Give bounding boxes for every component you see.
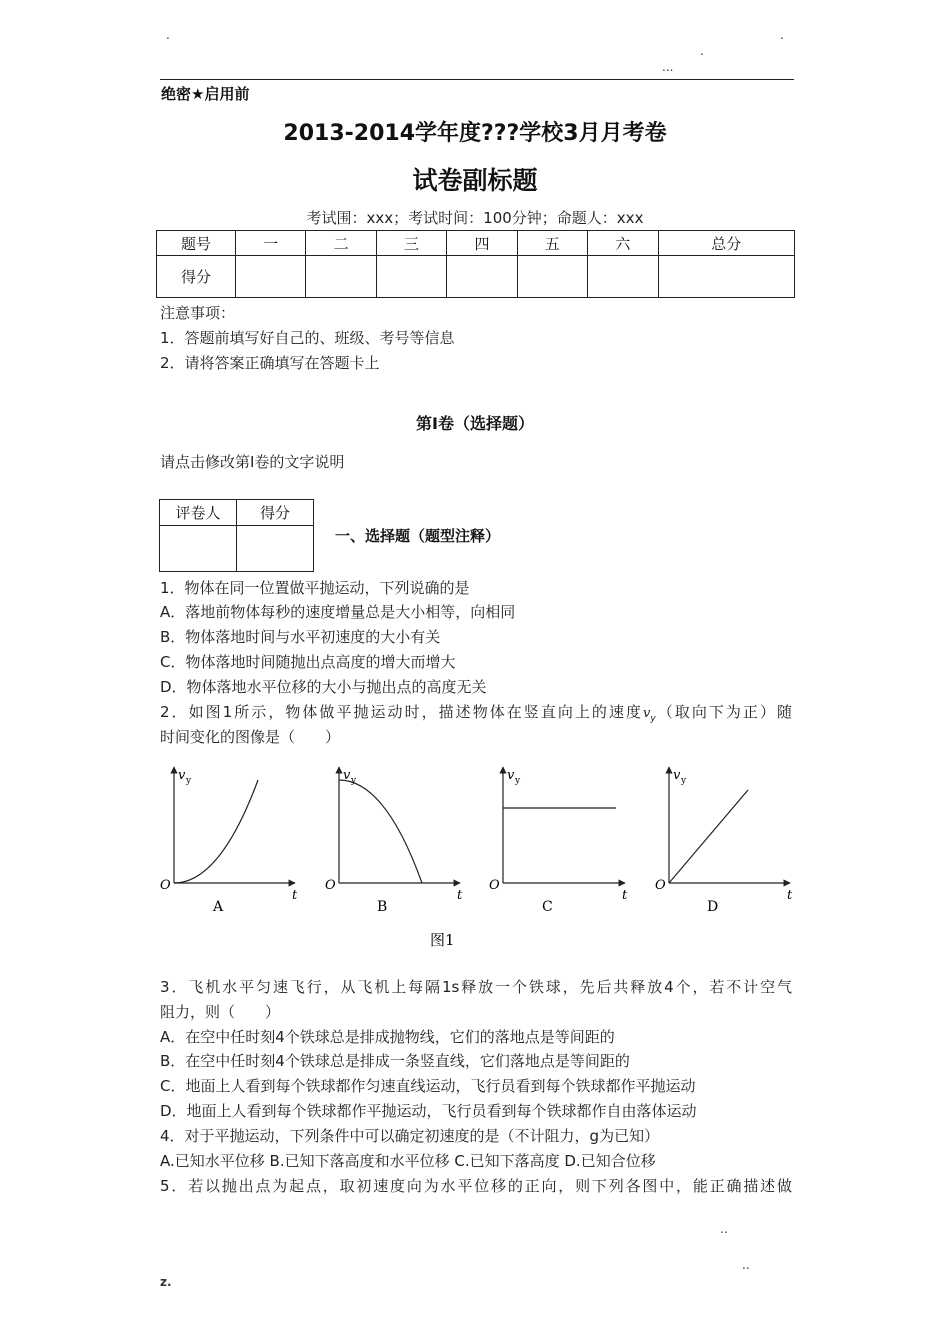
footer-dots: ..	[720, 1222, 728, 1236]
q3-option[interactable]: D．地面上人看到每个铁球都作平抛运动，飞行员看到每个铁球都作自由落体运动	[160, 1102, 697, 1120]
q3-option[interactable]: C．地面上人看到每个铁球都作匀速直线运动，飞行员看到每个铁球都作平抛运动	[160, 1077, 696, 1095]
score-table	[156, 230, 795, 298]
q2-var-sub: y	[650, 714, 656, 724]
figure-panel-d	[655, 767, 793, 915]
grader-table	[159, 499, 314, 572]
note-item: 1．答题前填写好自己的、班级、考号等信息	[160, 329, 455, 347]
score-cell: 四	[447, 231, 517, 256]
origin-label: O	[160, 878, 171, 893]
note-item: 2．请将答案正确填写在答题卡上	[160, 354, 380, 372]
line-linear	[669, 790, 748, 883]
y-axis-label: v	[507, 768, 515, 783]
section-title: 第I卷（选择题）	[416, 414, 534, 433]
grader-input-cell[interactable]	[160, 526, 237, 572]
score-cell: 二	[306, 231, 376, 256]
q4-stem: 4．对于平抛运动，下列条件中可以确定初速度的是（不计阻力，g为已知）	[160, 1127, 660, 1145]
stray-dot: .	[700, 44, 704, 58]
y-axis-label: v	[343, 768, 351, 783]
section-description[interactable]: 请点击修改第I卷的文字说明	[160, 453, 345, 471]
figure-panel-b	[325, 767, 463, 915]
q4-options[interactable]: A.已知水平位移 B.已知下落高度和水平位移 C.已知下落高度 D.已知合位移	[160, 1152, 656, 1170]
panel-label: D	[707, 899, 719, 915]
q1-option[interactable]: D．物体落地水平位移的大小与抛出点的高度无关	[160, 678, 487, 696]
score-input-cell[interactable]	[306, 256, 376, 298]
exam-subtitle: 试卷副标题	[412, 166, 538, 195]
score-row-label: 得分	[157, 256, 236, 298]
y-axis-label-sub: y	[186, 776, 192, 786]
q3-stem-line1: 3．飞机水平匀速飞行，从飞机上每隔1s释放一个铁球，先后共释放4个，若不计空气	[160, 978, 792, 996]
secret-label: 绝密★启用前	[161, 85, 250, 103]
y-axis-label-sub: y	[351, 776, 357, 786]
footer-dots: ..	[742, 1258, 750, 1272]
score-cell: 三	[376, 231, 446, 256]
score-input-cell[interactable]	[236, 256, 306, 298]
stray-dot: .	[166, 28, 170, 42]
panel-label: B	[377, 899, 388, 915]
q3-option[interactable]: A．在空中任时刻4个铁球总是排成抛物线，它们的落地点是等间距的	[160, 1028, 615, 1046]
figure-caption: 图1	[430, 931, 455, 949]
q1-option[interactable]: A．落地前物体每秒的速度增量总是大小相等，向相同	[160, 603, 516, 621]
figure-panel-a	[160, 767, 298, 915]
score-cell: 一	[236, 231, 306, 256]
header-ellipsis: ...	[662, 60, 674, 74]
score-cell: 六	[588, 231, 658, 256]
x-axis-label: t	[457, 888, 463, 903]
notes-title: 注意事项：	[160, 304, 236, 322]
origin-label: O	[325, 878, 336, 893]
score-table-score-row	[157, 256, 795, 298]
score-input-cell[interactable]	[447, 256, 517, 298]
x-axis-label: t	[622, 888, 628, 903]
q2-var: v	[643, 706, 651, 721]
footer-mark: z.	[160, 1275, 172, 1289]
curve-parabola-down	[339, 780, 422, 883]
q2-stem-line1	[160, 701, 792, 724]
y-axis-label-sub: y	[515, 776, 521, 786]
q1-stem: 1．物体在同一位置做平抛运动，下列说确的是	[160, 579, 470, 597]
origin-label: O	[655, 878, 666, 893]
figure-1	[150, 755, 800, 955]
grader-header: 评卷人	[160, 500, 237, 526]
score-table-header-row	[157, 231, 795, 256]
exam-title: 2013-2014学年度???学校3月月考卷	[283, 121, 667, 146]
score-input-cell[interactable]	[517, 256, 587, 298]
q2-stem-part: 2．如图1所示，物体做平抛运动时，描述物体在竖直向上的速度	[160, 703, 644, 721]
score-input-cell[interactable]	[376, 256, 446, 298]
x-axis-label: t	[292, 888, 298, 903]
score-cell: 五	[517, 231, 587, 256]
y-axis-label: v	[673, 768, 681, 783]
figure-panel-c	[489, 767, 628, 915]
grader-input-cell[interactable]	[237, 526, 314, 572]
score-cell: 题号	[157, 231, 236, 256]
question-type-title: 一、选择题（题型注释）	[335, 527, 501, 545]
score-cell: 总分	[658, 231, 794, 256]
y-axis-label-sub: y	[681, 776, 687, 786]
grader-header: 得分	[237, 500, 314, 526]
q1-option[interactable]: B．物体落地时间与水平初速度的大小有关	[160, 628, 441, 646]
stray-dot: .	[780, 28, 784, 42]
origin-label: O	[489, 878, 500, 893]
curve-parabola-up	[174, 780, 258, 883]
header-rule	[160, 79, 794, 80]
x-axis-label: t	[787, 888, 793, 903]
q3-option[interactable]: B．在空中任时刻4个铁球总是排成一条竖直线，它们落地点是等间距的	[160, 1052, 630, 1070]
exam-info: 考试围：xxx；考试时间：100分钟；命题人：xxx	[306, 209, 644, 227]
panel-label: C	[542, 899, 553, 915]
q3-stem-line2: 阻力，则（ ）	[160, 1003, 281, 1021]
q2-stem-part: （取向下为正）随	[655, 703, 792, 721]
y-axis-label: v	[178, 768, 186, 783]
score-input-cell[interactable]	[588, 256, 658, 298]
score-input-cell[interactable]	[658, 256, 794, 298]
q5-stem: 5．若以抛出点为起点，取初速度向为水平位移的正向，则下列各图中，能正确描述做	[160, 1177, 792, 1195]
q1-option[interactable]: C．物体落地时间随抛出点高度的增大而增大	[160, 653, 456, 671]
panel-label: A	[213, 899, 224, 915]
q2-stem-line2: 时间变化的图像是（ ）	[160, 728, 341, 746]
